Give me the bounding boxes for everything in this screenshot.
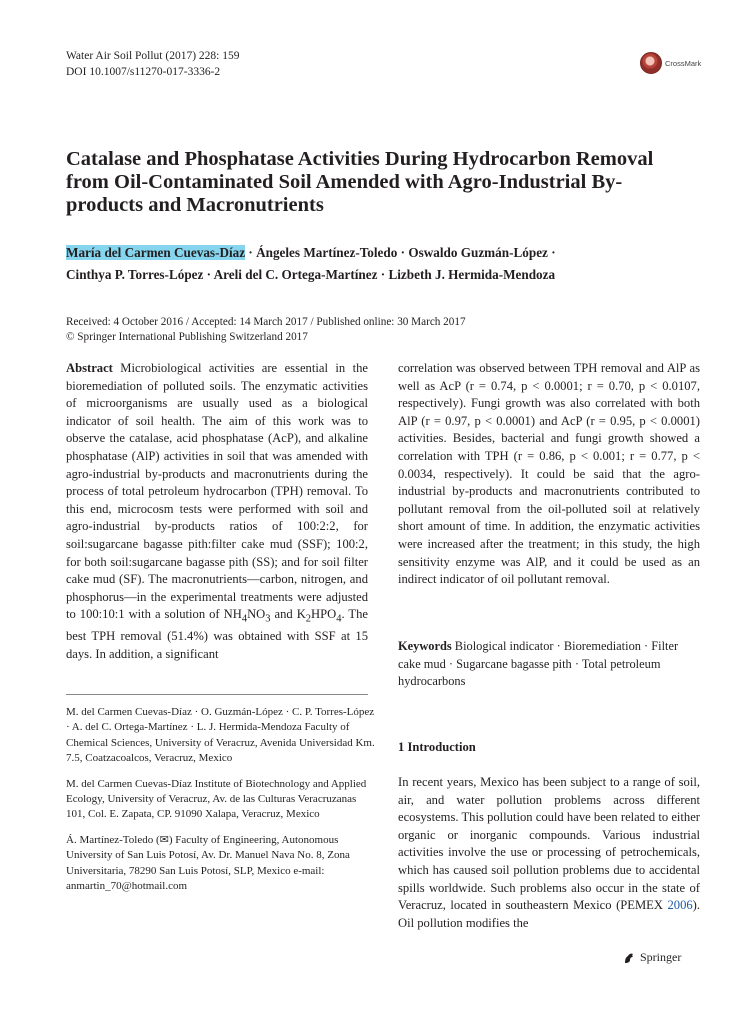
reference-link[interactable]: 2006 bbox=[667, 898, 693, 913]
affiliation-1: M. del Carmen Cuevas-Díaz · O. Guzmán-López · C. P. Torres-López · A. del C. Ortega-Martínez · L. J. Hermida-Mendoza Faculty of Chemical Sciences, University of Veracruz, Avenida Universidad Km. 7.5, Coatzacoalcos, Veracruz, Mexico bbox=[66, 706, 375, 765]
springer-horse-icon bbox=[622, 951, 636, 965]
crossmark-label: CrossMark bbox=[665, 58, 702, 68]
abstract-continued: correlation was observed between TPH removal and AlP as well as AcP (r = 0.74, p < 0.0001; r = 0.70, p < 0.0107, respectively). Fungi growth was also correlated with both AlP (r = 0.97, p < 0.0001) and AcP (r = 0.95, p < 0.0001) activities. Besides, bacterial and fungi growth showed a correlation with TPH (r = 0.86, p < 0.001; r = 0.77, p < 0.0034, respectively). It could be said that the agro-industrial by-products and macronutrients contributed to pollutant removal from the oil-polluted soil at relatively short amount of time. In addition, the enzymatic activities were increased after the treatment; in this study, the high sensitivity enzyme was AlP, and it could be used as an indirect indicator of oil pollutant removal. bbox=[398, 361, 700, 587]
authors-line2: Cinthya P. Torres-López · Areli del C. Ortega-Martínez · Lizbeth J. Hermida-Mendoza bbox=[66, 267, 556, 282]
received-dates: Received: 4 October 2016 / Accepted: 14 March 2017 / Published online: 30 March 2017 bbox=[66, 316, 466, 328]
abstract-label: Abstract bbox=[66, 361, 113, 375]
copyright-line: © Springer International Publishing Switzerland 2017 bbox=[66, 331, 308, 343]
abstract: Abstract Microbiological activities are essential in the bioremediation of polluted soils. The enzymatic activities of microorganisms are usually used as a biological indicator of soil health. The aim of this work was to observe the catalase, acid phosphatase (AcP), and alkaline phosphatase (AlP) activities in soil that was amended with agro-industrial by-products and macronutrients during the process of total petroleum hydrocarbon (TPH) removal. To this end, microcosm tests were performed with soil and agro-industrial by-products ratios of 100:2:2, for soil:sugarcane bagasse pith:filter cake mud (SSF); 100:2, for both soil:sugarcane bagasse pith (SS); and for soil filter cake mud (SF). The macronutrients—carbon, nitrogen, and phosphorus—in the experimental treatments were adjusted to 100:10:1 with a solution of $NH_4NO_3$ and $K_2HPO_4$. The best TPH removal (51.4%) was obtained with SSF at 15 days. In addition, a significant bbox=[66, 361, 368, 662]
keywords-label: Keywords bbox=[398, 639, 452, 653]
keywords-text: Biological indicator · Bioremediation · Filter cake mud · Sugarcane bagasse pith · Total petroleum hydrocarbons bbox=[398, 639, 679, 689]
author-list bbox=[66, 242, 706, 286]
publisher-footer bbox=[622, 950, 681, 965]
introduction-text: In recent years, Mexico has been subject to a range of soil, air, and water pollution problems across different ecosystems. This pollution could have been related to either organic or inorganic compounds. Various industrial activities involve the use or processing of petrochemicals, which has caused soil pollution problems due to accidental spills worldwide. Such problems also occur in the state of Veracruz, located in southeastern Mexico (PEMEX 2006). Oil pollution modifies the bbox=[398, 775, 700, 930]
publisher-name: Springer bbox=[640, 950, 682, 964]
authors-line1: · Ángeles Martínez-Toledo · Oswaldo Guzmán-López · bbox=[245, 245, 556, 260]
crossmark-icon bbox=[640, 52, 662, 74]
section-heading-introduction: 1 Introduction bbox=[398, 740, 476, 754]
journal-header bbox=[66, 48, 239, 80]
journal-citation: Water Air Soil Pollut (2017) 228: 159 bbox=[66, 50, 240, 62]
crossmark-badge[interactable] bbox=[640, 52, 701, 74]
affiliations bbox=[66, 705, 376, 904]
publication-dates bbox=[66, 315, 466, 345]
author-highlighted[interactable]: María del Carmen Cuevas-Díaz bbox=[66, 245, 246, 260]
affiliation-3: Á. Martínez-Toledo (✉) Faculty of Engineering, Autonomous University of San Luis Potosí, Av. Dr. Manuel Nava No. 8, Zona Universitaria, 78290 San Luis Potosí, SLP, Mexico e-mail: anmartin_70@hotmail.com bbox=[66, 833, 350, 893]
affiliation-divider bbox=[66, 694, 368, 695]
paper-title: Catalase and Phosphatase Activities During Hydrocarbon Removal from Oil-Contaminated Soil Amended with Agro-Industrial By-products and Macronutrients bbox=[66, 148, 654, 216]
keywords bbox=[398, 638, 700, 691]
affiliation-2: M. del Carmen Cuevas-Díaz Institute of Biotechnology and Applied Ecology, University of Veracruz, Av. de las Culturas Veracruzanas 101, Col. E. Zapata, CP. 91090 Xalapa, Veracruz, Mexico bbox=[66, 777, 367, 821]
doi[interactable]: DOI 10.1007/s11270-017-3336-2 bbox=[66, 66, 221, 78]
